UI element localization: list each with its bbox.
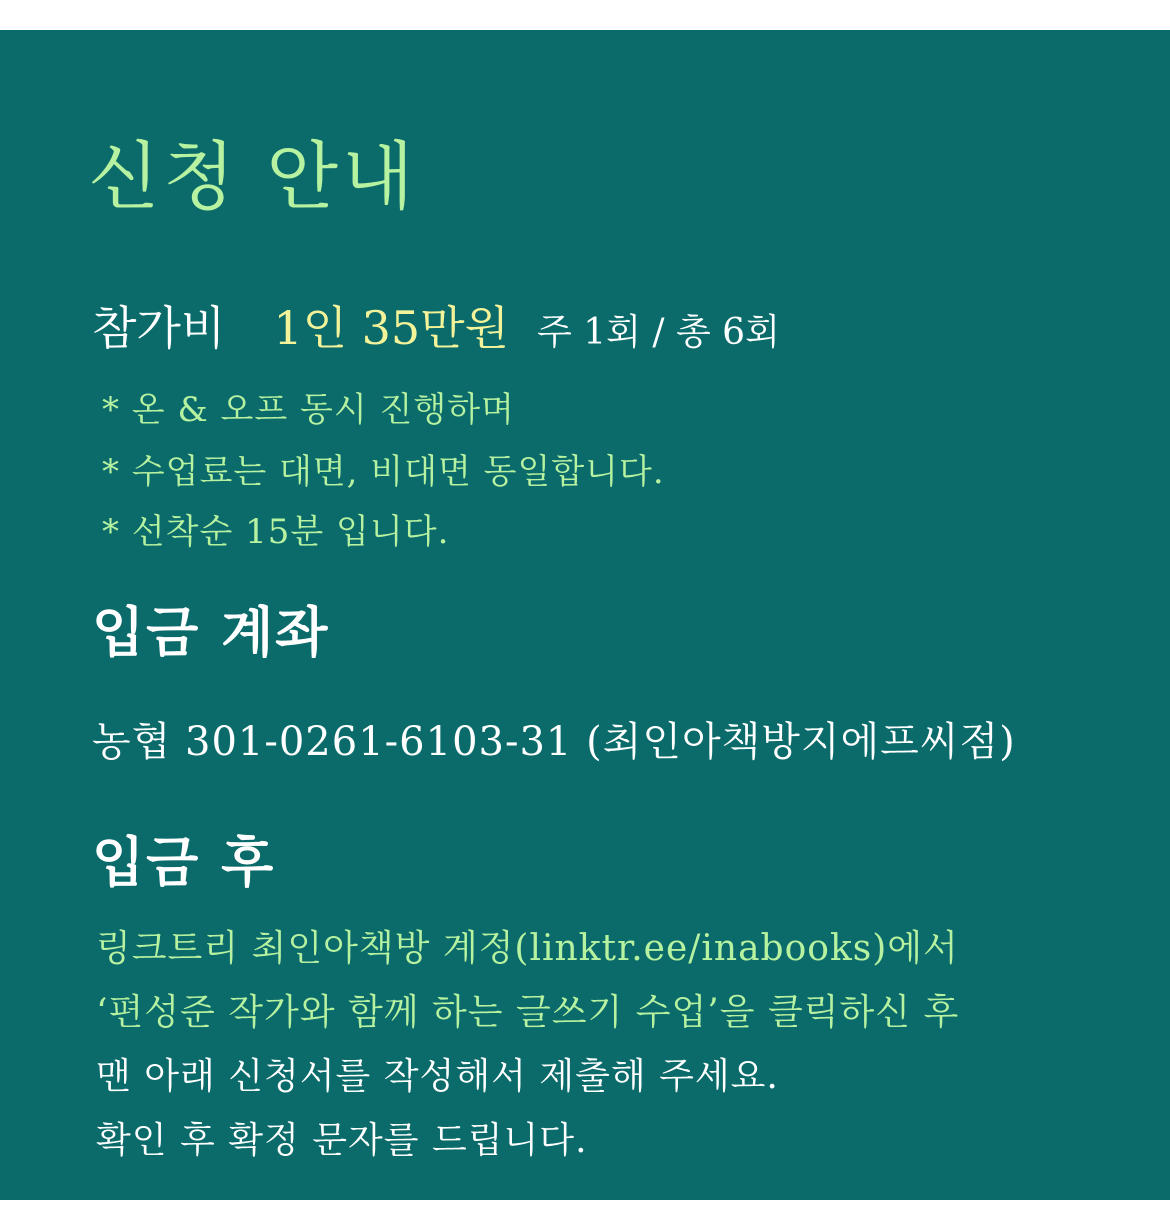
fee-row (92, 300, 780, 361)
fee-note: * 온 & 오프 동시 진행하며 (102, 390, 515, 430)
fee-label: 참가비 (92, 301, 226, 355)
info-panel (0, 30, 1170, 1200)
fee-amount: 1인 35만원 (273, 301, 510, 355)
deposit-heading: 입금 계좌 (92, 600, 330, 664)
instruction-line: 맨 아래 신청서를 작성해서 제출해 주세요. (96, 1056, 779, 1097)
fee-frequency: 주 1회 / 총 6회 (537, 312, 780, 353)
fee-note: * 선착순 15분 입니다. (102, 512, 450, 552)
instruction-line: ‘편성준 작가와 함께 하는 글쓰기 수업’을 클릭하신 후 (96, 992, 960, 1033)
fee-note: * 수업료는 대면, 비대면 동일합니다. (102, 452, 665, 492)
instruction-line: 링크트리 최인아책방 계정(linktr.ee/inabooks)에서 (96, 928, 959, 969)
page-title: 신청 안내 (88, 134, 418, 220)
after-deposit-heading: 입금 후 (92, 830, 276, 894)
instruction-line: 확인 후 확정 문자를 드립니다. (96, 1120, 588, 1161)
account-number: 농협 301-0261-6103-31 (최인아책방지에프씨점) (92, 719, 1016, 765)
